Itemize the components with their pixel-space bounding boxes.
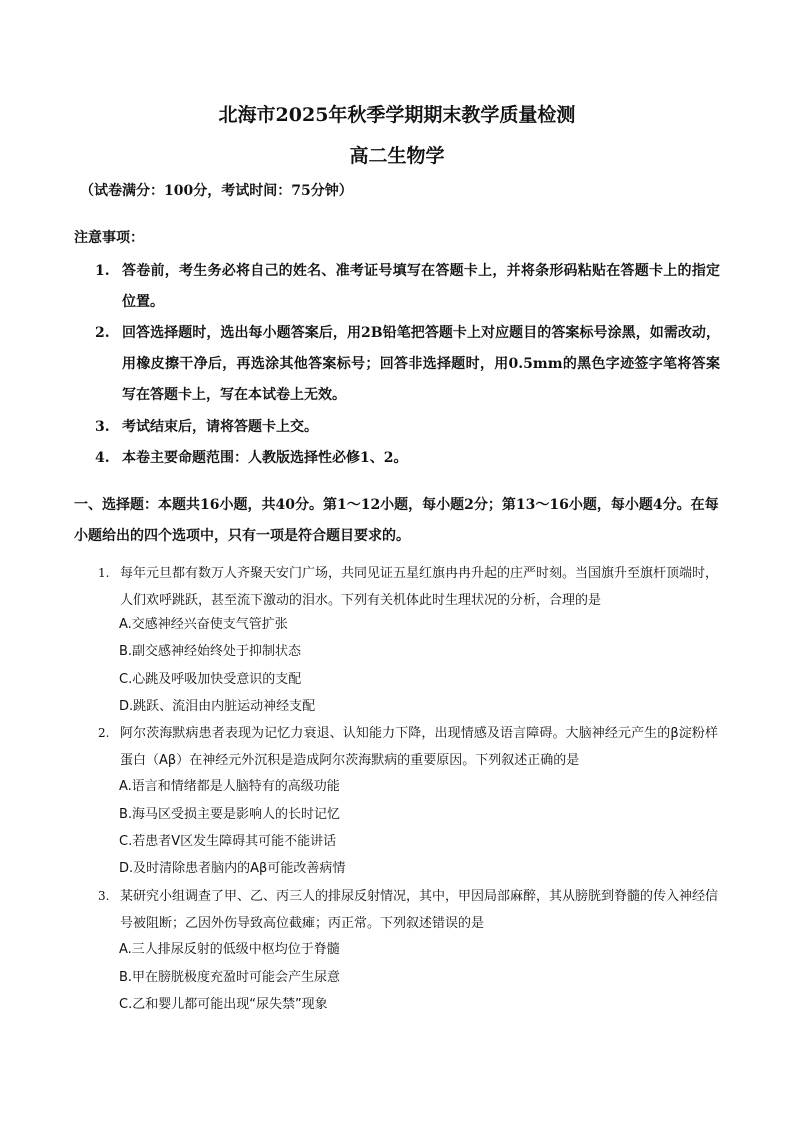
exam-info: （试卷满分：100分，考试时间：75分钟） (80, 183, 353, 199)
option-b: B.副交感神经始终处于抑制状态 (119, 644, 302, 659)
option-a: A.三人排尿反射的低级中枢均位于脊髓 (119, 942, 340, 957)
option-d: D.跳跃、流泪由内脏运动神经支配 (119, 699, 316, 714)
question-1 (98, 560, 718, 614)
notice-item-text: 考试结束后，请将答题卡上交。 (122, 419, 318, 435)
question-stem: 阿尔茨海默病患者表现为记忆力衰退、认知能力下降，出现情感及语言障碍。大脑神经元产生的β淀粉样蛋白（Aβ）在神经元外沉积是造成阿尔茨海默病的重要原因。下列叙述正确的是 (120, 726, 718, 768)
option-c: C.若患者V区发生障碍其可能不能讲话 (119, 834, 337, 849)
page-title: 北海市2025年秋季学期期末教学质量检测 (218, 104, 576, 126)
notice-item-number: 1. (95, 263, 110, 279)
notice-item-text: 本卷主要命题范围：人教版选择性必修1、2。 (122, 450, 408, 466)
notice-item-number: 2. (95, 325, 110, 341)
notice-item (95, 412, 720, 443)
notice-heading: 注意事项： (74, 230, 144, 246)
section-heading: 一、选择题：本题共16小题，共40分。第1～12小题，每小题2分；第13～16小题，每小题4分。在每小题给出的四个选项中，只有一项是符合题目要求的。 (74, 497, 719, 544)
option-a: A.交感神经兴奋使支气管扩张 (119, 617, 288, 632)
question-number: 3. (98, 889, 110, 903)
notice-item (95, 256, 720, 318)
question-number: 1. (98, 566, 110, 580)
question-stem: 某研究小组调查了甲、乙、丙三人的排尿反射情况，其中，甲因局部麻醉，其从膀胱到脊髓的传入神经信号被阻断；乙因外伤导致高位截瘫；丙正常。下列叙述错误的是 (120, 889, 719, 931)
subject-title: 高二生物学 (349, 145, 445, 167)
option-d: D.及时清除患者脑内的Aβ可能改善病情 (119, 861, 346, 876)
notice-item-number: 4. (95, 450, 110, 466)
notice-item (95, 443, 720, 474)
option-b: B.海马区受损主要是影响人的长时记忆 (119, 807, 341, 822)
question-2 (98, 720, 718, 774)
notice-item-text: 答卷前，考生务必将自己的姓名、准考证号填写在答题卡上，并将条形码粘贴在答题卡上的指定位置。 (122, 263, 720, 310)
option-c: C.乙和婴儿都可能出现“尿失禁”现象 (119, 997, 328, 1012)
notice-item (95, 318, 720, 411)
notice-item-text: 回答选择题时，选出每小题答案后，用2B铅笔把答题卡上对应题目的答案标号涂黑，如需改动，用橡皮擦干净后，再选涂其他答案标号；回答非选择题时，用0.5mm的黑色字迹签字笔将答案写在答题卡上，写在本试卷上无效。 (122, 325, 720, 403)
notice-item-number: 3. (95, 419, 110, 435)
question-3 (98, 883, 718, 937)
option-b: B.甲在膀胱极度充盈时可能会产生尿意 (119, 970, 341, 985)
question-number: 2. (98, 726, 110, 740)
option-a: A.语言和情绪都是人脑特有的高级功能 (119, 779, 340, 794)
option-c: C.心跳及呼吸加快受意识的支配 (119, 672, 302, 687)
question-stem: 每年元旦都有数万人齐聚天安门广场，共同见证五星红旗冉冉升起的庄严时刻。当国旗升至旗杆顶端时，人们欢呼跳跃，甚至流下激动的泪水。下列有关机体此时生理状况的分析，合理的是 (120, 566, 719, 608)
